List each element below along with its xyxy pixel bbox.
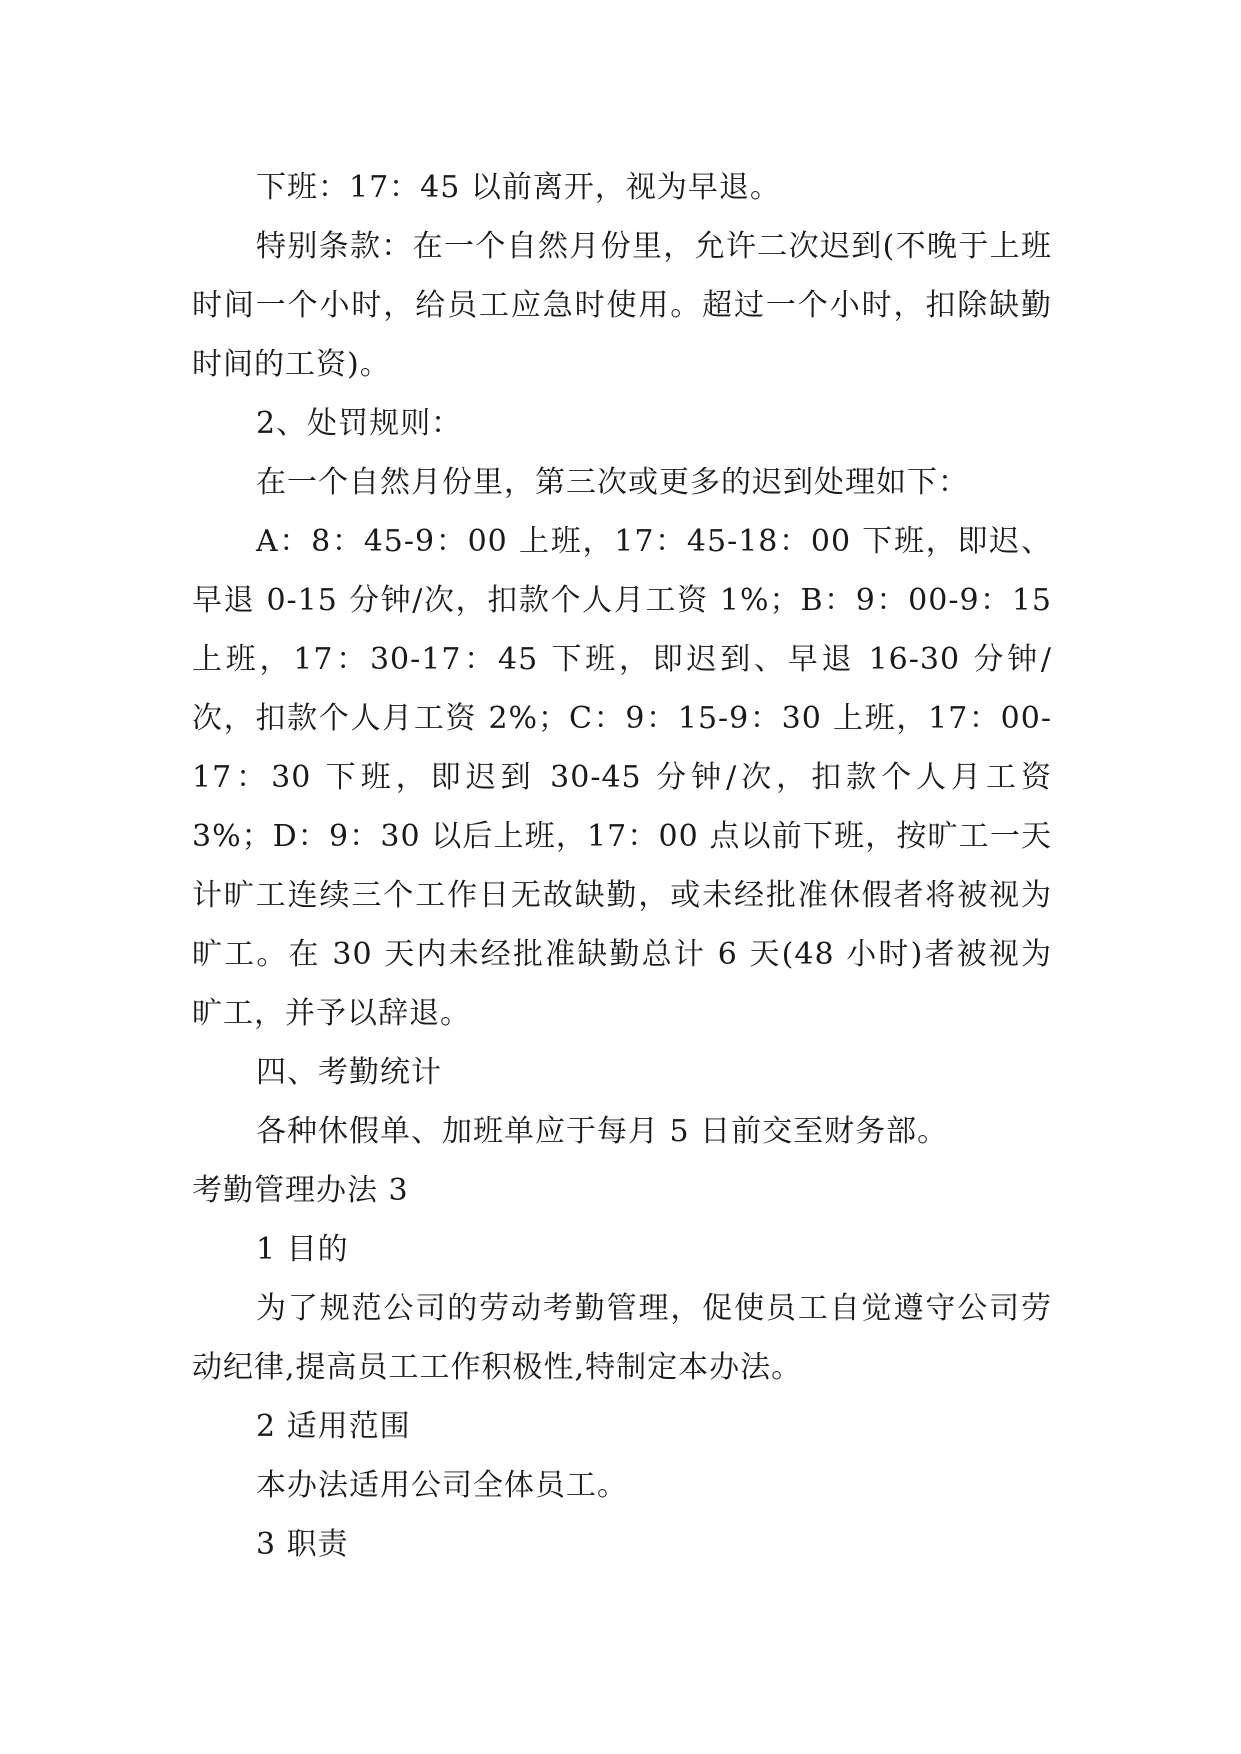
paragraph-early-leave: 下班：17：45 以前离开，视为早退。 (256, 170, 781, 205)
paragraph-purpose: 为了规范公司的劳动考勤管理，促使员工自觉遵守公司劳动纪律,提高员工工作积极性,特制定本办法。 (192, 1291, 1052, 1385)
section-heading-attendance-statistics: 四、考勤统计 (256, 1055, 442, 1090)
paragraph-submission-deadline: 各种休假单、加班单应于每月 5 日前交至财务部。 (256, 1114, 949, 1149)
paragraph-penalty-details: A：8：45-9：00 上班，17：45-18：00 下班，即迟、早退 0-15 分钟/次，扣款个人月工资 1%；B：9：00-9：15 上班，17：30-17：45 下班，即迟到、早退 16-30 分钟/次，扣款个人月工资 2%；C：9：15-9：30 上班，17：00-17：30 下班，即迟到 30-45 分钟/次，扣款个人月工资 3%；D：9：30 以后上班，17：00 点以前下班，按旷工一天计旷工连续三个工作日无故缺勤，或未经批准休假者将被视为旷工。在 30 天内未经批准缺勤总计 6 天(48 小时)者被视为旷工，并予以辞退。 (192, 524, 1052, 1031)
section-heading-purpose: 1 目的 (256, 1232, 349, 1267)
paragraph-scope: 本办法适用公司全体员工。 (256, 1468, 628, 1503)
document-page (192, 158, 1052, 1574)
section-heading-penalty-rules: 2、处罚规则： (256, 406, 463, 441)
paragraph-special-clause: 特别条款：在一个自然月份里，允许二次迟到(不晚于上班时间一个小时，给员工应急时使用。超过一个小时，扣除缺勤时间的工资)。 (192, 229, 1052, 382)
section-heading-scope: 2 适用范围 (256, 1409, 411, 1444)
document-title: 考勤管理办法 3 (192, 1173, 409, 1208)
paragraph-penalty-intro: 在一个自然月份里，第三次或更多的迟到处理如下： (256, 465, 969, 500)
section-heading-responsibilities: 3 职责 (256, 1527, 349, 1562)
